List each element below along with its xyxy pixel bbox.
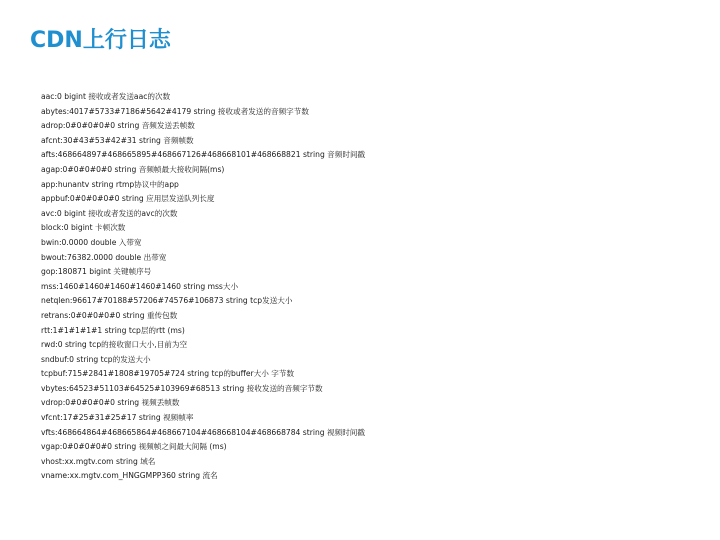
log-line: gop:180871 bigint 关键帧序号: [41, 267, 152, 277]
log-line: vhost:xx.mgtv.com string 域名: [41, 456, 156, 466]
log-line: mss:1460#1460#1460#1460#1460 string mss大小: [41, 281, 239, 291]
log-line: vname:xx.mgtv.com_HNGGMPP360 string 流名: [41, 471, 218, 481]
log-line: bwin:0.0000 double 入带宽: [41, 237, 142, 247]
log-line: vfts:468664864#468665864#468667104#468668104#468668784 string 视频时间戳: [41, 427, 365, 437]
log-line: vbytes:64523#51103#64525#103969#68513 string 接收发送的音频字节数: [41, 383, 323, 393]
log-line: netqlen:96617#70188#57206#74576#106873 string tcp发送大小: [41, 296, 293, 306]
log-line: abytes:4017#5733#7186#5642#4179 string 接收或者发送的音频字节数: [41, 106, 309, 116]
log-line: vfcnt:17#25#31#25#17 string 视频帧率: [41, 413, 194, 423]
log-line: tcpbuf:715#2841#1808#19705#724 string tcp的buffer大小 字节数: [41, 369, 295, 379]
log-line: agap:0#0#0#0#0 string 音频帧最大接收间隔(ms): [41, 164, 225, 174]
log-line: retrans:0#0#0#0#0 string 重传包数: [41, 310, 178, 320]
log-line: rtt:1#1#1#1#1 string tcp层的rtt (ms): [41, 325, 185, 335]
log-line: app:hunantv string rtmp协议中的app: [41, 179, 179, 189]
log-line: aac:0 bigint 接收或者发送aac的次数: [41, 92, 171, 101]
log-line: adrop:0#0#0#0#0 string 音频发送丢帧数: [41, 121, 195, 131]
log-line: afts:468664897#468665895#468667126#468668101#468668821 string 音频时间戳: [41, 150, 366, 160]
log-line: vdrop:0#0#0#0#0 string 视频丢帧数: [41, 398, 180, 408]
log-line: appbuf:0#0#0#0#0 string 应用层发送队列长度: [41, 194, 215, 204]
slide-title: CDN上行日志: [30, 28, 171, 53]
log-line: rwd:0 string tcp的接收窗口大小,目前为空: [41, 340, 188, 350]
log-line: avc:0 bigint 接收或者发送的avc的次数: [41, 208, 178, 218]
log-field-list: [41, 90, 365, 484]
log-line: bwout:76382.0000 double 出带宽: [41, 252, 167, 262]
log-line: vgap:0#0#0#0#0 string 视频帧之间最大间隔 (ms): [41, 442, 227, 452]
log-line: afcnt:30#43#53#42#31 string 音频帧数: [41, 135, 194, 145]
log-line: block:0 bigint 卡顿次数: [41, 223, 126, 233]
log-line: sndbuf:0 string tcp的发送大小: [41, 354, 151, 364]
